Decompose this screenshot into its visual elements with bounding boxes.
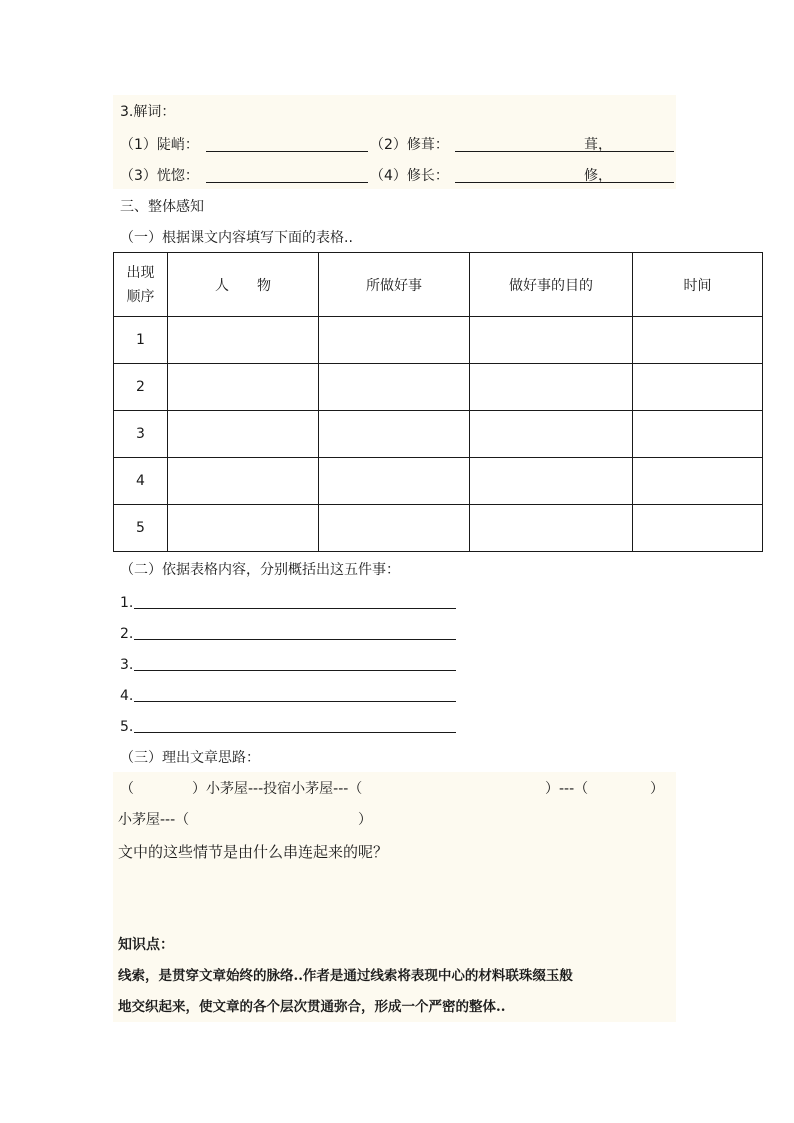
- knowledge-title: 知识点：: [118, 937, 174, 953]
- flow-segment-1: ）小茅屋---投宿小茅屋---（: [192, 781, 363, 797]
- flow-segment-2: ）---（: [545, 781, 589, 797]
- header-time: 时间: [633, 253, 763, 317]
- overall-heading: 三、整体感知: [120, 199, 204, 215]
- header-person: 人 物: [168, 253, 319, 317]
- summary-number: 5.: [120, 719, 134, 735]
- flow-line2-start: 小茅屋---（: [118, 812, 190, 828]
- vocab-item-1-label: （1）陡峭：: [120, 137, 199, 153]
- row-number: 1: [114, 317, 168, 364]
- header-order: 出现 顺序: [114, 253, 168, 317]
- vocab-item-2-label: （2）修葺：: [370, 137, 449, 153]
- part2-instruction: （二）依据表格内容，分别概括出这五件事：: [120, 562, 400, 578]
- table-cell[interactable]: [168, 317, 319, 364]
- table-cell[interactable]: [319, 317, 470, 364]
- row-number: 2: [114, 364, 168, 411]
- thread-question: 文中的这些情节是由什么串连起来的呢？: [118, 843, 389, 861]
- vocab-item-4-label: （4）修长：: [370, 168, 449, 184]
- summary-blank[interactable]: [134, 670, 456, 671]
- vocab-item-4-hint: 修，: [584, 168, 612, 184]
- vocab-item-1-blank[interactable]: [206, 151, 368, 152]
- knowledge-line-1: 线索，是贯穿文章始终的脉络..作者是通过线索将表现中心的材料联珠缀玉般: [118, 968, 573, 984]
- flow-open-1: （: [120, 781, 134, 797]
- fill-table: [113, 252, 763, 552]
- part1-instruction: （一）根据课文内容填写下面的表格..: [120, 230, 353, 246]
- part3-instruction: （三）理出文章思路：: [120, 750, 260, 766]
- vocab-item-2-hint: 葺，: [584, 137, 612, 153]
- table-cell[interactable]: [470, 458, 633, 505]
- summary-number: 3.: [120, 657, 134, 673]
- table-cell[interactable]: [470, 505, 633, 552]
- table-cell[interactable]: [168, 505, 319, 552]
- table-cell[interactable]: [633, 458, 763, 505]
- table-cell[interactable]: [319, 505, 470, 552]
- table-cell[interactable]: [470, 411, 633, 458]
- table-cell[interactable]: [168, 364, 319, 411]
- flow-close: ）: [650, 781, 664, 797]
- table-cell[interactable]: [633, 505, 763, 552]
- summary-number: 1.: [120, 595, 134, 611]
- summary-blank[interactable]: [134, 732, 456, 733]
- table-cell[interactable]: [470, 364, 633, 411]
- table-cell[interactable]: [633, 317, 763, 364]
- vocab-item-3-label: （3）恍惚：: [120, 168, 199, 184]
- header-deed: 所做好事: [319, 253, 470, 317]
- summary-number: 4.: [120, 688, 134, 704]
- summary-number: 2.: [120, 626, 134, 642]
- header-purpose: 做好事的目的: [470, 253, 633, 317]
- row-number: 4: [114, 458, 168, 505]
- table-cell[interactable]: [319, 364, 470, 411]
- table-cell[interactable]: [319, 458, 470, 505]
- flow-line2-close: ）: [358, 812, 372, 828]
- vocab-item-4-blank[interactable]: [455, 182, 674, 183]
- summary-blank[interactable]: [134, 608, 456, 609]
- vocab-heading: 3.解词：: [120, 104, 176, 120]
- knowledge-line-2: 地交织起来，使文章的各个层次贯通弥合，形成一个严密的整体..: [118, 999, 506, 1015]
- row-number: 3: [114, 411, 168, 458]
- table-cell[interactable]: [633, 411, 763, 458]
- table-cell[interactable]: [633, 364, 763, 411]
- vocab-item-2-blank[interactable]: [455, 151, 674, 152]
- row-number: 5: [114, 505, 168, 552]
- table-cell[interactable]: [168, 458, 319, 505]
- summary-blank[interactable]: [134, 701, 456, 702]
- summary-blank[interactable]: [134, 639, 456, 640]
- vocab-item-3-blank[interactable]: [206, 182, 368, 183]
- table-cell[interactable]: [470, 317, 633, 364]
- table-cell[interactable]: [168, 411, 319, 458]
- table-cell[interactable]: [319, 411, 470, 458]
